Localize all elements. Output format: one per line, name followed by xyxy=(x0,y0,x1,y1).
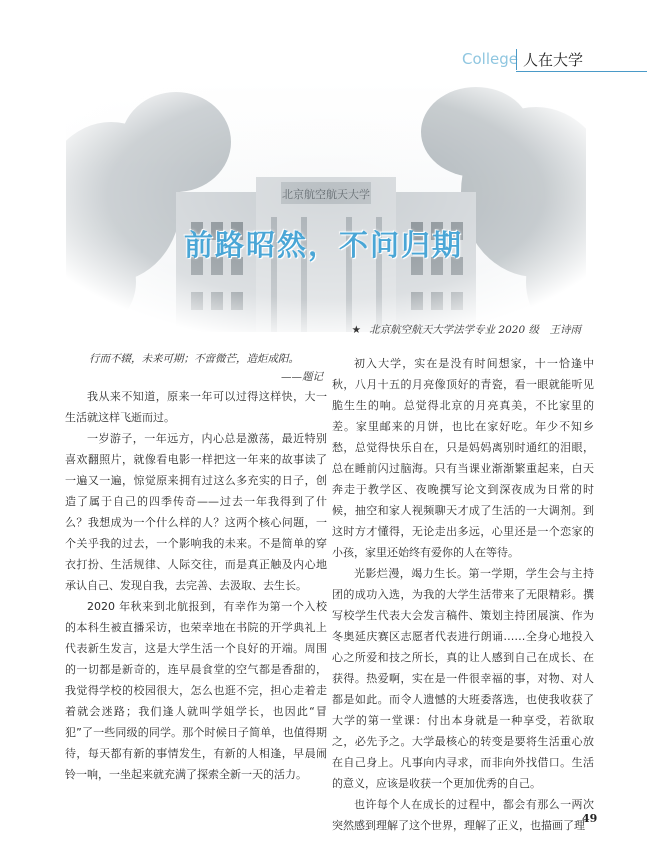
star-icon: ★ xyxy=(351,324,362,336)
header-rule xyxy=(516,71,647,72)
page-number: 49 xyxy=(582,812,598,825)
left-column xyxy=(65,350,327,785)
paragraph: 我从来不知道，原来一年可以过得这样快，大一生活就这样飞逝而过。 xyxy=(65,390,327,424)
right-column xyxy=(332,353,594,836)
paragraph: 光影烂漫，竭力生长。第一学期，学生会与主持团的成功入选，为我的大学生活带来了无限精彩。撰写校学生代表大会发言稿件、策划主持团展演、作为冬奥延庆赛区志愿者代表进行朗诵……全身心地投入心之所爱和技之所长，真的让人感到自己在成长、在获得。热爱啊，实在是一件很幸福的事，对物、对人都是如此。而令人遗憾的大班委落选，也使我收获了大学的第一堂课：付出本身就是一种享受，若欲取之，必先予之。大学最核心的转变是要将生活重心放在自己身上。凡事向内寻求，而非向外找借口。生活的意义，应该是收获一个更加优秀的自己。 xyxy=(332,567,594,790)
epigraph-line: 行而不辍，未来可期；不啻微芒，造炬成阳。 xyxy=(89,353,299,365)
hero-image xyxy=(66,82,586,332)
byline-text: 北京航空航天大学法学专业 2020 级 王诗雨 xyxy=(369,324,581,336)
epigraph-attribution: ——题记 xyxy=(281,371,323,383)
paragraph: 也许每个人在成长的过程中，都会有那么一两次突然感到理解了这个世界，理解了正义，也描画了理 xyxy=(332,798,594,832)
paragraph: 2020 年秋来到北航报到，有幸作为第一个入校的本科生被直播采访，也荣幸地在书院的开学典礼上代表新生发言，这是大学生活一个良好的开端。周围的一切都是新奇的，连早晨食堂的空气都是香甜的，我觉得学校的校园很大，怎么也逛不完，担心走着走着就会迷路；我们逢人就叫学姐学长，也因此“冒犯”了一些同级的同学。那个时候日子简单，也值得期待，每天都有新的事情发生，有新的人相逢，早晨闹铃一响，一坐起来就充满了探索全新一天的活力。 xyxy=(65,600,327,781)
page-header xyxy=(462,49,647,73)
epigraph xyxy=(65,350,327,386)
brand-label: College xyxy=(462,50,518,68)
paragraph: 一岁游子，一年远方，内心总是激荡，最近特别喜欢翻照片，就像看电影一样把这一年来的故事读了一遍又一遍，惊觉原来拥有过这么多充实的日子，创造了属于自己的四季传奇——过去一年我得到了什么？我想成为一个什么样的人？这两个核心问题，一个关乎我的过去，一个影响我的未来。不是简单的穿衣打扮、生活规律、人际交往，而是真正触及内心地承认自己、发现自我，去完善、去汲取、去生长。 xyxy=(65,432,327,592)
article-title: 前路昭然，不问归期 xyxy=(183,228,463,262)
byline xyxy=(352,322,581,337)
paragraph: 初入大学，实在是没有时间想家，十一恰逢中秋，八月十五的月亮像顶好的青瓷，看一眼就能听见脆生生的响。总觉得北京的月亮真美，不比家里的差。家里邮来的月饼，也比在家好吃。年少不知乡愁，总觉得快乐自在，只是妈妈离别时通红的泪眼，总在睡前闪过脑海。只有当课业渐渐繁重起来，白天奔走于教学区、夜晚撰写论文到深夜成为日常的时候，抽空和家人视频聊天才成了生活的一大调剂。到这时方才懂得，无论走出多远，心里还是一个恋家的小孩，家里还始终有爱你的人在等待。 xyxy=(332,357,594,559)
section-label: 人在大学 xyxy=(516,49,583,70)
